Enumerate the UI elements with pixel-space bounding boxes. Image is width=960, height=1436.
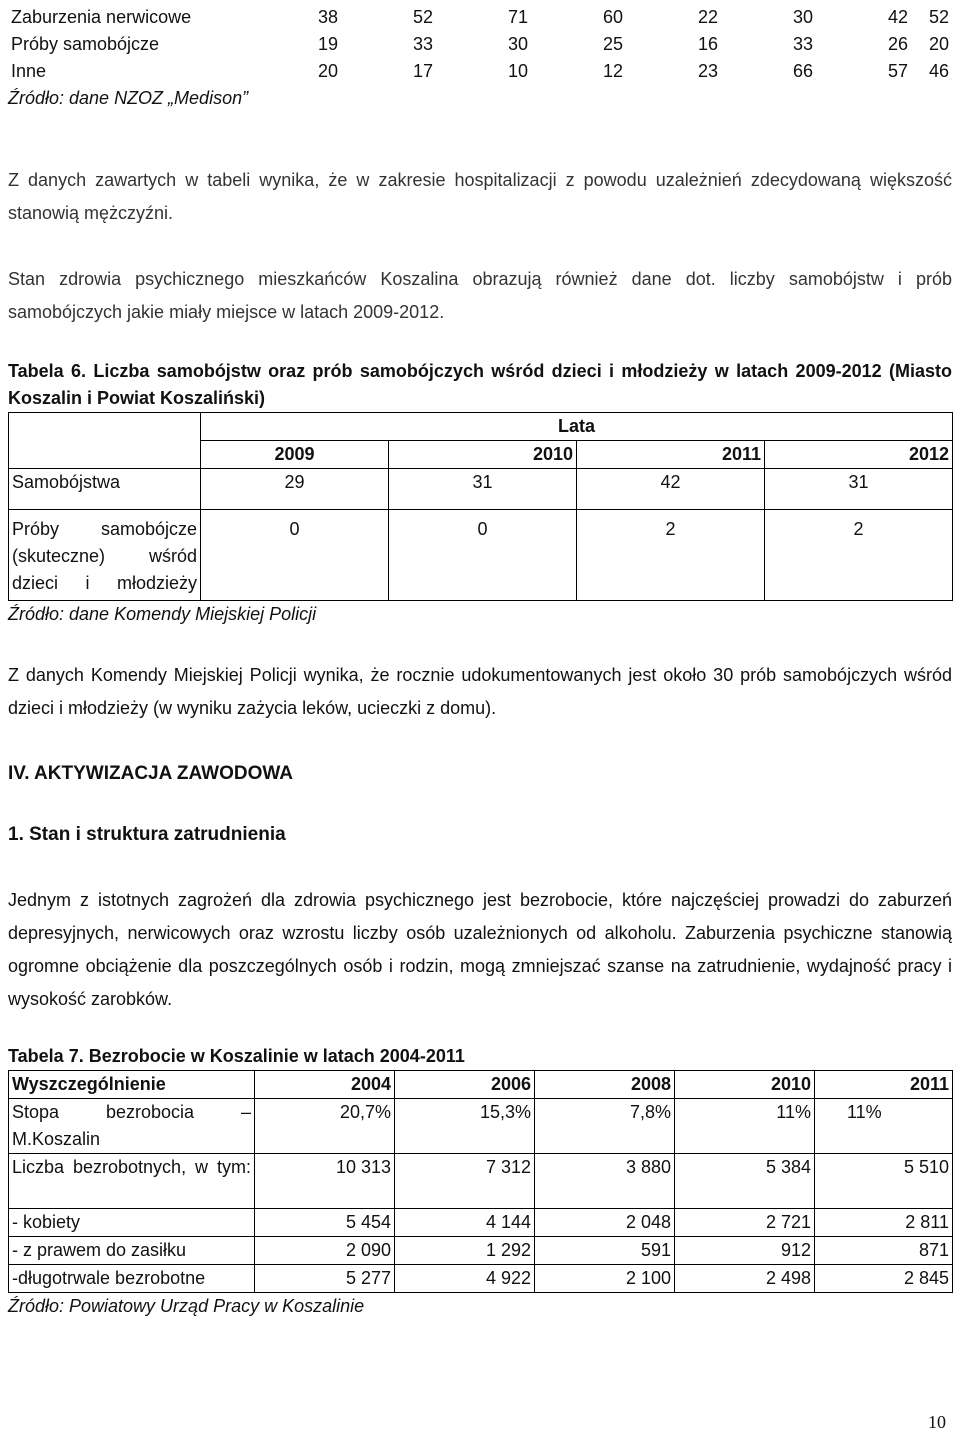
cell: 1 292 bbox=[395, 1237, 535, 1265]
cell: 20 bbox=[928, 34, 949, 54]
cell: 17 bbox=[412, 61, 433, 81]
section-heading: IV. AKTYWIZACJA ZAWODOWA bbox=[8, 763, 293, 784]
table-row bbox=[9, 1154, 953, 1209]
cell: 30 bbox=[792, 7, 813, 27]
page-number: 10 bbox=[928, 1412, 946, 1432]
cell: 11% bbox=[815, 1099, 953, 1154]
year-header: 2011 bbox=[577, 441, 765, 469]
table-row bbox=[8, 4, 952, 31]
row-label: - z prawem do zasiłku bbox=[9, 1237, 255, 1265]
cell: 46 bbox=[928, 61, 949, 81]
cell: 0 bbox=[389, 510, 577, 601]
cell: 591 bbox=[535, 1237, 675, 1265]
year-header: 2006 bbox=[395, 1071, 535, 1099]
paragraph: Stan zdrowia psychicznego mieszkańców Koszalina obrazują również dane dot. liczby samobójstw i prób samobójczych jakie miały miejsce w latach 2009-2012. bbox=[8, 269, 952, 322]
cell: 42 bbox=[577, 469, 765, 510]
cell: 7,8% bbox=[535, 1099, 675, 1154]
row-label: - kobiety bbox=[9, 1209, 255, 1237]
cell: 29 bbox=[201, 469, 389, 510]
cell: 42 bbox=[887, 7, 908, 27]
cell: 2 090 bbox=[255, 1237, 395, 1265]
row-label: Próby samobójcze (skuteczne) wśród dzieci i młodzieży bbox=[9, 510, 201, 601]
cell: 23 bbox=[697, 61, 718, 81]
paragraph: Z danych zawartych w tabeli wynika, że w zakresie hospitalizacji z powodu uzależnień zdecydowaną większość stanowią mężczyźni. bbox=[8, 170, 952, 223]
cell: 10 313 bbox=[255, 1154, 395, 1209]
cell: 31 bbox=[765, 469, 953, 510]
table-row bbox=[9, 510, 953, 601]
year-header: 2011 bbox=[815, 1071, 953, 1099]
cell: 60 bbox=[602, 7, 623, 27]
year-header: 2010 bbox=[675, 1071, 815, 1099]
cell: 5 510 bbox=[815, 1154, 953, 1209]
table-caption: Tabela 6. Liczba samobójstw oraz prób samobójczych wśród dzieci i młodzieży w latach 2009-2012 (Miasto Koszalin i Powiat Koszaliński) bbox=[8, 361, 952, 408]
year-header: 2012 bbox=[765, 441, 953, 469]
table-header-row bbox=[9, 413, 953, 441]
paragraph: Z danych Komendy Miejskiej Policji wynika, że rocznie udokumentowanych jest około 30 prób samobójczych wśród dzieci i młodzieży (w wyniku zażycia leków, ucieczki z domu). bbox=[8, 665, 952, 718]
row-label: Samobójstwa bbox=[9, 469, 201, 510]
table-row bbox=[9, 1237, 953, 1265]
table-top bbox=[8, 4, 952, 112]
year-header: 2004 bbox=[255, 1071, 395, 1099]
row-label: Zaburzenia nerwicowe bbox=[11, 7, 192, 27]
row-label: Inne bbox=[11, 61, 47, 81]
cell: 25 bbox=[602, 34, 623, 54]
cell: 19 bbox=[317, 34, 338, 54]
year-header: 2008 bbox=[535, 1071, 675, 1099]
table-7 bbox=[8, 1070, 953, 1320]
header-label: Wyszczególnienie bbox=[9, 1071, 255, 1099]
subsection-heading: 1. Stan i struktura zatrudnienia bbox=[8, 824, 286, 845]
cell: 33 bbox=[412, 34, 433, 54]
cell: 3 880 bbox=[535, 1154, 675, 1209]
cell: 4 922 bbox=[395, 1265, 535, 1293]
row-label: Liczba bezrobotnych, w tym: bbox=[9, 1154, 255, 1209]
cell: 4 144 bbox=[395, 1209, 535, 1237]
table-row bbox=[9, 1099, 953, 1154]
row-label: Stopa bezrobocia – M.Koszalin bbox=[9, 1099, 255, 1154]
table-6 bbox=[8, 412, 953, 628]
cell: 5 454 bbox=[255, 1209, 395, 1237]
year-header: 2010 bbox=[389, 441, 577, 469]
cell: 71 bbox=[507, 7, 528, 27]
cell: 52 bbox=[928, 7, 949, 27]
cell: 30 bbox=[507, 34, 528, 54]
table-row bbox=[8, 31, 952, 58]
cell: 2 811 bbox=[815, 1209, 953, 1237]
cell: 22 bbox=[697, 7, 718, 27]
cell: 10 bbox=[507, 61, 528, 81]
year-header: 2009 bbox=[201, 441, 389, 469]
cell: 2 721 bbox=[675, 1209, 815, 1237]
cell: 7 312 bbox=[395, 1154, 535, 1209]
cell: 0 bbox=[201, 510, 389, 601]
cell: 2 498 bbox=[675, 1265, 815, 1293]
cell: 912 bbox=[675, 1237, 815, 1265]
paragraph: Jednym z istotnych zagrożeń dla zdrowia psychicznego jest bezrobocie, które najczęściej prowadzi do zaburzeń depresyjnych, nerwicowych oraz wzrostu liczby osób uzależnionych od alkoholu. Zaburzenia psychiczne stanowią ogromne obciążenie dla poszczególnych osób i rodzin, mogą zmniejszać szanse na zatrudnienie, wydajność pracy i wysokość zarobków. bbox=[8, 890, 952, 1009]
table-row bbox=[9, 1265, 953, 1293]
cell: 20 bbox=[317, 61, 338, 81]
table-source: Źródło: dane Komendy Miejskiej Policji bbox=[8, 604, 317, 624]
table-caption: Tabela 7. Bezrobocie w Koszalinie w latach 2004-2011 bbox=[8, 1046, 465, 1066]
cell: 38 bbox=[317, 7, 338, 27]
group-header: Lata bbox=[201, 413, 953, 441]
cell: 871 bbox=[815, 1237, 953, 1265]
cell: 2 bbox=[765, 510, 953, 601]
row-label: Próby samobójcze bbox=[11, 34, 160, 54]
cell: 5 277 bbox=[255, 1265, 395, 1293]
cell: 33 bbox=[792, 34, 813, 54]
cell: 20,7% bbox=[255, 1099, 395, 1154]
table-row bbox=[9, 469, 953, 510]
table-row bbox=[9, 1209, 953, 1237]
cell: 11% bbox=[675, 1099, 815, 1154]
cell: 12 bbox=[602, 61, 623, 81]
cell: 2 bbox=[577, 510, 765, 601]
cell: 57 bbox=[887, 61, 908, 81]
cell: 15,3% bbox=[395, 1099, 535, 1154]
table-row bbox=[8, 58, 952, 85]
cell: 52 bbox=[412, 7, 433, 27]
cell: 31 bbox=[389, 469, 577, 510]
table-source: Źródło: dane NZOZ „Medison” bbox=[8, 88, 249, 108]
row-label: -długotrwale bezrobotne bbox=[9, 1265, 255, 1293]
cell: 2 100 bbox=[535, 1265, 675, 1293]
cell: 16 bbox=[697, 34, 718, 54]
cell: 66 bbox=[792, 61, 813, 81]
cell: 2 048 bbox=[535, 1209, 675, 1237]
table-header-row bbox=[9, 1071, 953, 1099]
cell: 5 384 bbox=[675, 1154, 815, 1209]
cell: 2 845 bbox=[815, 1265, 953, 1293]
table-source: Źródło: Powiatowy Urząd Pracy w Koszalinie bbox=[8, 1296, 365, 1316]
cell: 26 bbox=[887, 34, 908, 54]
